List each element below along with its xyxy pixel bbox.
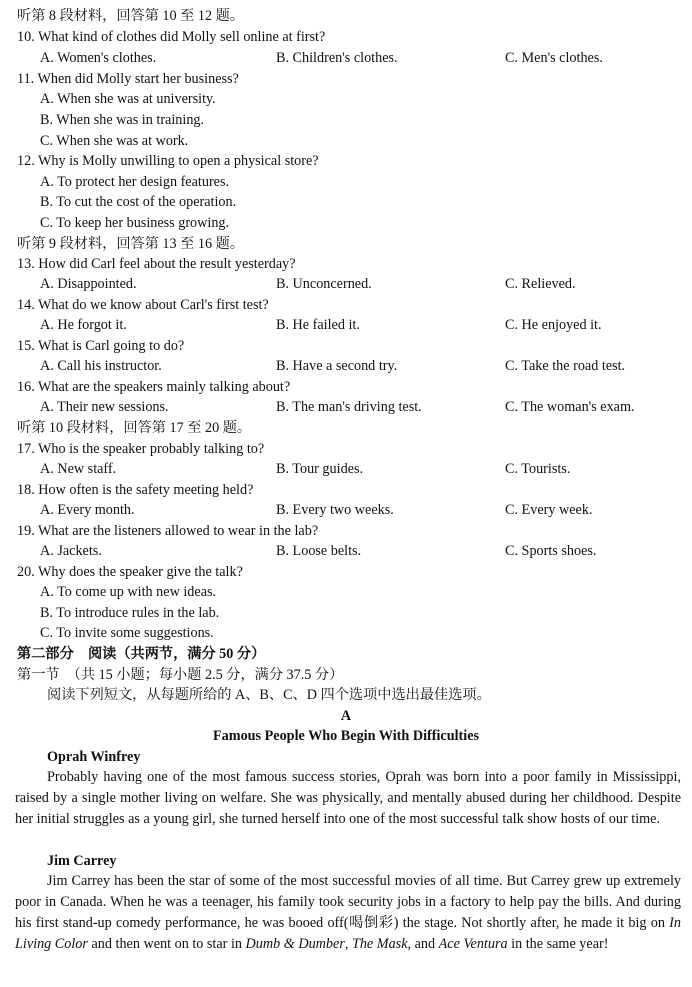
question-11-option-b: B. When she was in training. [40,112,205,128]
question-11-option-a: A. When she was at university. [40,91,216,107]
question-13-stem: 13. How did Carl feel about the result yesterday? [17,256,296,272]
option-a: A. He forgot it. [40,317,127,333]
paragraph-carrey-text [15,871,681,955]
passage-title: Famous People Who Begin With Difficulties [212,728,480,744]
option-c: C. Take the road test. [505,358,626,374]
option-b: B. Tour guides. [276,461,364,477]
passage-letter: A [340,708,352,724]
question-16-stem: 16. What are the speakers mainly talking about? [17,379,291,395]
option-a: A. Their new sessions. [40,399,169,415]
option-b: B. Children's clothes. [276,50,398,66]
section-intro-10: 听第 10 段材料，回答第 17 至 20 题。 [17,420,252,436]
option-b: B. Unconcerned. [276,276,372,292]
text-run: , [344,935,352,952]
question-20-stem: 20. Why does the speaker give the talk? [17,564,243,580]
option-a: A. Every month. [40,502,135,518]
option-c: C. Tourists. [505,461,571,477]
question-11-stem: 11. When did Molly start her business? [17,71,239,87]
option-c: C. Men's clothes. [505,50,603,66]
person-name-oprah: Oprah Winfrey [47,749,141,765]
question-12-option-a: A. To protect her design features. [40,174,230,190]
question-17-stem: 17. Who is the speaker probably talking to? [17,441,265,457]
show-title: In Living Color [15,914,681,952]
text-run: in the same year! [507,935,609,952]
option-a: A. Women's clothes. [40,50,157,66]
option-a: A. Call his instructor. [40,358,162,374]
option-b: B. He failed it. [276,317,360,333]
text-run: and then went on to star in [87,935,246,952]
paragraph-carrey [15,871,681,955]
question-20-option-c: C. To invite some suggestions. [40,625,214,641]
question-20-option-b: B. To introduce rules in the lab. [40,605,220,621]
paragraph-oprah [15,767,681,830]
option-c: C. Every week. [505,502,593,518]
movie-title: The Mask [351,935,408,952]
question-18-stem: 18. How often is the safety meeting held? [17,482,254,498]
option-c: C. Relieved. [505,276,576,292]
question-12-option-c: C. To keep her business growing. [40,215,230,231]
question-10-options [40,48,603,68]
question-10-stem: 10. What kind of clothes did Molly sell online at first? [17,29,326,45]
movie-title: Dumb & Dumber [245,935,345,952]
text-run: Jim Carrey has been the star of some of the most successful movies of all time. But Carrey grew up extremely poor in Canada. When he was a teenager, his family took security jobs in a factory to help pay the bills. And during his first stand-up comedy performance, he was booed off(喝倒彩) the stage. Not shortly after, he made it big on [15,873,681,931]
option-b: B. Loose belts. [276,543,362,559]
question-12-stem: 12. Why is Molly unwilling to open a physical store? [17,153,319,169]
section-title: 第一节 （共 15 小题；每小题 2.5 分，满分 37.5 分） [17,667,344,683]
question-19-options [40,541,597,561]
question-11-option-c: C. When she was at work. [40,133,189,149]
person-name-carrey: Jim Carrey [47,853,117,869]
paragraph-oprah-text: Probably having one of the most famous success stories, Oprah was born into a poor family in Mississippi, raised by a single mother living on welfare. She was physically, and mentally abused during her childhood. Despite her initial struggles as a young girl, she turned herself into one of the most successful talk show hosts of our time. [15,769,681,827]
option-c: C. The woman's exam. [505,399,635,415]
option-c: C. He enjoyed it. [505,317,602,333]
option-b: B. The man's driving test. [276,399,422,415]
question-16-options [40,397,635,417]
option-b: B. Every two weeks. [276,502,394,518]
question-14-options [40,315,602,335]
section-intro-8: 听第 8 段材料，回答第 10 至 12 题。 [17,8,245,24]
question-17-options [40,459,571,479]
option-a: A. New staff. [40,461,117,477]
part-title: 第二部分 阅读（共两节，满分 50 分） [17,646,266,662]
question-20-option-a: A. To come up with new ideas. [40,584,217,600]
option-a: A. Disappointed. [40,276,137,292]
question-15-stem: 15. What is Carl going to do? [17,338,185,354]
question-13-options [40,274,576,294]
text-run: , and [407,935,439,952]
option-c: C. Sports shoes. [505,543,597,559]
question-18-options [40,500,593,520]
reading-instruction: 阅读下列短文，从每题所给的 A、B、C、D 四个选项中选出最佳选项。 [47,687,491,703]
option-a: A. Jackets. [40,543,102,559]
section-intro-9: 听第 9 段材料，回答第 13 至 16 题。 [17,236,245,252]
option-b: B. Have a second try. [276,358,398,374]
question-15-options [40,356,626,376]
movie-title: Ace Ventura [438,935,508,952]
question-19-stem: 19. What are the listeners allowed to wear in the lab? [17,523,319,539]
question-12-option-b: B. To cut the cost of the operation. [40,194,237,210]
question-14-stem: 14. What do we know about Carl's first test? [17,297,269,313]
